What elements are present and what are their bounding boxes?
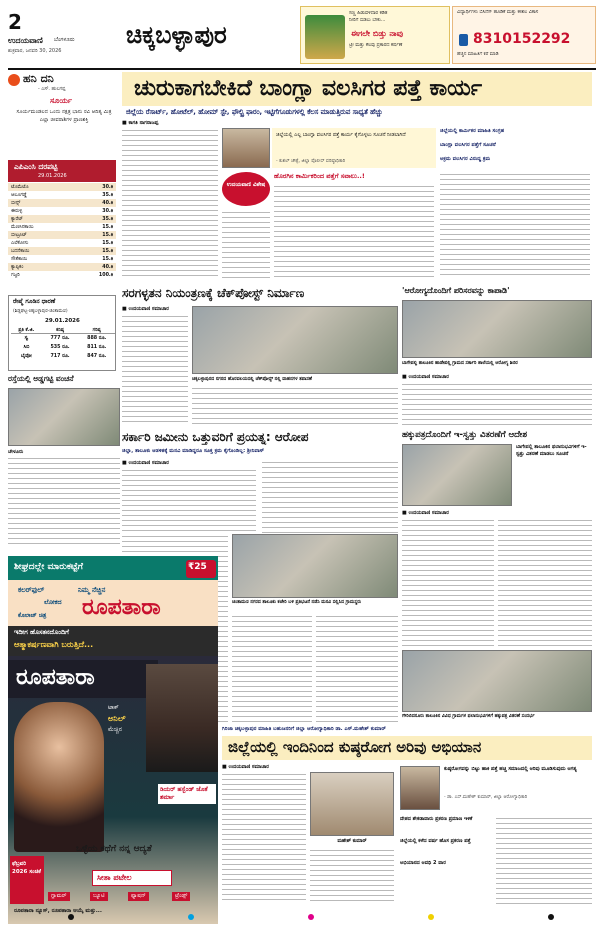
ad-banner-right[interactable] (452, 6, 596, 64)
rate-price: 15.ಕಿ (102, 257, 113, 262)
cover-item: ಟಾಕ್ (108, 704, 119, 711)
ad-phone[interactable]: 8310152292 (473, 31, 571, 47)
cover-footer: ರೂಪತಾರಾ ನ್ಯೂಸ್, ರೂಪತಾರಾ ಆಯ್ಕೆ ಮತ್ತು... (14, 908, 102, 914)
cover-tag: ಬ್ಯೂಟಿ (90, 892, 108, 901)
rate-title: ಎಪಿಎಂಸಿ ದರಪಟ್ಟಿ (14, 162, 58, 171)
ad-text: ಸಣ್ಣ ಹಿಡುವಳಿದಾರ ಕಡಿತ (349, 11, 388, 16)
lead-bullet: ಜಿಲ್ಲೆಯಲ್ಲಿ ಕಾರ್ಮಿಕರ ಮಾಹಿತಿ ಸಂಗ್ರಹ (440, 128, 505, 134)
silk-sub: (ಶಿಡ್ಲಘಟ್ಟ-ಚಿಕ್ಕಬಳ್ಳಾಪುರ-ಚಿಂತಾಮಣಿ) (13, 309, 68, 314)
ad-banner-left[interactable] (300, 6, 450, 64)
rate-price: 15.ಕಿ (102, 241, 113, 246)
leprosy-quote: ಕುಷ್ಠರೋಗವನ್ನು ಬಿಟ್ಟು ಹಾಕಿ ಪತ್ತೆ ಹಚ್ಚಿ ಸಮಾಜದಲ್ಲಿ ಅರಿವು ಮೂಡಿಸುವುದು ಅಗತ್ಯ (444, 766, 577, 772)
checkpost-photo (192, 306, 398, 374)
health-story (402, 286, 592, 426)
print-marks (8, 912, 596, 922)
land-byline: ■ ಉದಯವಾಣಿ ಸಮಾಚಾರ (122, 460, 169, 466)
silk-row (11, 352, 115, 361)
cover-item: ಅನಿಲ್ (108, 714, 126, 723)
rate-price: 40.ಕಿ (102, 201, 113, 206)
rate-item: ಬದನೆಕಾಯಿ (11, 249, 30, 254)
special-badge (222, 172, 270, 206)
reg-mark (428, 914, 434, 920)
silk-row (11, 334, 115, 343)
rights-headline: ಹಕ್ಕುಪತ್ರದೊಂದಿಗೆ ಇ-ಸ್ವತ್ತು ವಿತರಣೆಗೆ ಆದೇಶ (402, 430, 528, 440)
rights-byline: ■ ಉದಯವಾಣಿ ಸಮಾಚಾರ (402, 510, 449, 516)
rate-price: 40.ಕಿ (102, 265, 113, 270)
leprosy-kicker: ಗಿರಿಜಾ ಚಿಕ್ಕಬಳ್ಳಾಪುರ ಮಾಹಿತಿ ಬಹುಜನರಿಗೆ ಜಿಲ್ಲಾ ಆರೋಗ್ಯಾಧಿಕಾರಿ ಡಾ. ಎಸ್.ಮಹೇಶ್ ಕುಮಾರ್ (222, 726, 386, 732)
honey-subtitle: ಸೂರ್ಯ (50, 96, 73, 105)
special-badge-text: ಉದಯವಾಣಿ ವಿಶೇಷ (226, 182, 266, 188)
land-caption: ಚಿಂತಾಮಣಿ ನಗರದ ತಾಲೂಕು ಕಚೇರಿ ಬಳಿ ಪ್ರತಿಭಟನೆ ನಡೆಸಿ ಮನವಿ ಸಲ್ಲಿಸಿದ ಗ್ರಾಮಸ್ಥರು (232, 600, 362, 605)
leprosy-col3 (496, 816, 592, 904)
leprosy-byline: ■ ಉದಯವಾಣಿ ಸಮಾಚಾರ (222, 764, 269, 770)
ad-text: ಟ್ರೀ ಮತ್ತು ಕೆಲವು ಪ್ರಕಾರದ ಕರ್ಷಣೆ (349, 43, 403, 48)
leprosy-photo-label: ಮಹೇಶ್ ಕುಮಾರ್ (337, 839, 367, 844)
lead-col3 (274, 184, 434, 278)
honey-logo-icon (8, 74, 20, 86)
cover-man-photo (146, 664, 218, 772)
rate-row (8, 191, 116, 199)
silk-title: ರೇಷ್ಮೆ ಗೂಡಿನ ಧಾರಣೆ (13, 298, 56, 305)
land-col2 (262, 460, 398, 534)
rate-price: 30.ಕಿ (102, 209, 113, 214)
rights-photo-1 (402, 444, 512, 506)
rate-item: ಬೀನ್ಸ್ (11, 201, 21, 206)
rupatara-price: ₹25 (188, 562, 207, 572)
masthead-rule (8, 68, 596, 70)
silk-cell: 847 ರೂ. (87, 354, 107, 359)
lead-subhead: ಜಿಲ್ಲೆಯ ರೆಸಾರ್ಟ್, ಹೋಟೆಲ್, ಹೋಮ್ ಸ್ಟೇ, ಫೌಲ್ಟ್ರಿ ಫಾರಂ, ಇಟ್ಟಿಗೆಗೂಡುಗಳಲ್ಲಿ ಕೆಲಸ ಮಾಡುತ್ತಿರುವ ಸಾಧ್ಯತೆ ಹೆಚ್ಚು (126, 108, 383, 116)
leprosy-col1 (222, 772, 306, 904)
health-photo (402, 300, 592, 358)
cover-date: ಫೆಬ್ರವರಿ 2026 ಸಂಚಿಕೆ (12, 861, 41, 875)
cover-tag: ಫ್ಯಾಷನ್ (128, 892, 149, 901)
rights-box-text: ಬಾಗೇಪಲ್ಲಿ ತಾಲೂಕಿನ ಫಲಾನುಭವಿಗಳಿಗೆ ಇ-ಸ್ವತ್ತು ವಿತರಣೆ ಮಾಡಲು ಸೂಚನೆ (516, 444, 587, 457)
rate-item: ಕ್ಯಾರೆಟ್ (11, 217, 23, 222)
rate-row (8, 239, 116, 247)
rate-price: 15.ಕಿ (102, 225, 113, 230)
cover-brand: ರೂಪತಾರಾ (16, 664, 95, 690)
silk-cell: 717 ರೂ. (50, 354, 70, 359)
rate-price: 35.ಕಿ (102, 217, 113, 222)
leprosy-bullet: ದೇಶದ ಶೇಕಡಾವಾರು ಪ್ರಕರಣ ಪ್ರಮಾಣ ಇಳಿಕೆ (400, 816, 473, 822)
rupatara-line2: ನಿಮ್ಮ ನೆಚ್ಚಿನ (78, 586, 106, 594)
leprosy-col2 (310, 848, 394, 904)
lead-byline: ■ ಕಾಗತಿ ನಾಗರಾಜಪ್ಪ (122, 120, 159, 126)
reg-mark (68, 914, 74, 920)
rate-item: ಸೌತೆಕಾಯಿ (11, 257, 28, 262)
lead-col1 (122, 128, 218, 278)
lead-col4 (440, 172, 590, 278)
land-headline: ಸರ್ಕಾರಿ ಜಮೀನು ಒತ್ತುವರಿಗೆ ಪ್ರಯತ್ನ: ಆರೋಪ (122, 430, 309, 444)
rupatara-strip (8, 626, 218, 656)
checkpost-story (122, 286, 398, 426)
checkpost-headline: ಸರಗಳ್ಳತನ ನಿಯಂತ್ರಣಕ್ಕೆ ಚೆಕ್‌ಪೋಸ್ಟ್ ನಿರ್ಮಾಣ (122, 286, 305, 300)
rate-row (8, 271, 116, 279)
rupatara-strip1: ಇದೀಗ ಹೊಸತನದೊಂದಿಗೆ (14, 628, 69, 636)
honey-author: - ಎಸ್. ಹುಲಗಪ್ಪ (38, 87, 66, 92)
honey-title: ಹನಿ ದನಿ (23, 72, 54, 85)
reg-mark (548, 914, 554, 920)
cover-quote: ಒಳ್ಳೆಯ ಕಥೆಗೆ ನನ್ನ ಆದ್ಯತೆ (76, 844, 152, 854)
checkpost-byline: ■ ಉದಯವಾಣಿ ಸಮಾಚಾರ (122, 306, 169, 312)
rate-row (8, 247, 116, 255)
reg-mark (188, 914, 194, 920)
rate-item: ಬೀಟ್ರೂಟ್ (11, 233, 27, 238)
silk-cell: 811 ರೂ. (87, 345, 107, 350)
ad-text: ವಿದ್ಯಾರ್ಥಿಗಳು ಬಿಸಿನೆಸ್ ಹೂಡಿಕೆ ಮತ್ತು ಕೌಶಲ ವಿಕಾಸ (457, 10, 539, 15)
ad-text: ನೀರಿಗೆ ಬಿಡಲು ಬೇಕು... (349, 18, 386, 23)
rights-story (402, 430, 592, 740)
rate-row (8, 255, 116, 263)
issue-date: ಶುಕ್ರವಾರ, ಜನವರಿ 30, 2026 (8, 48, 62, 54)
cover-feature: ಡಿಯರ್ ಹಸ್ಬೆಂಡ್ ಜೊತೆ ಶರ್ಮಾ (158, 784, 216, 804)
leprosy-photo (310, 772, 394, 836)
health-headline: 'ಆರೋಗ್ಯದೊಂದಿಗೆ ಪರಿಸರವನ್ನು ಕಾಪಾಡಿ' (402, 286, 510, 295)
silk-cell: ಬೈವೋ (20, 354, 32, 359)
rupatara-line3: ಲೋಕದ (44, 598, 62, 606)
rate-price: 100.ಕಿ (98, 273, 113, 278)
rupatara-ad[interactable] (8, 556, 218, 924)
leprosy-story (222, 726, 592, 906)
rate-price: 15.ಕಿ (102, 249, 113, 254)
lead-portrait (222, 128, 270, 168)
rate-price: 35.ಕಿ (102, 193, 113, 198)
rate-price: 30.ಕಿ (102, 185, 113, 190)
rate-row (8, 231, 116, 239)
reg-mark (308, 914, 314, 920)
silk-cell: ಸಿಬಿ (23, 345, 30, 350)
silk-cell: 535 ರೂ. (50, 345, 70, 350)
leprosy-quote-box (400, 766, 592, 812)
rate-item: ಆಲೂಗಡ್ಡೆ (11, 193, 27, 198)
rupatara-line1: ಕಲರ್‌ಫುಲ್ (18, 586, 45, 594)
silk-header: ಗರಿಷ್ಠ (78, 327, 115, 334)
ad-icon (305, 15, 345, 59)
fraud-headline: ರಸ್ತೆಯಲ್ಲಿ ಅಡ್ಡಗಟ್ಟಿ ವಂಚನೆ (8, 374, 74, 383)
fraud-body (8, 456, 120, 548)
health-body (402, 382, 592, 426)
land-col1 (122, 468, 256, 534)
rights-col1 (402, 518, 494, 646)
leprosy-bullet: ಜಿಲ್ಲೆಯಲ್ಲಿ ಕಳೆದ ವರ್ಷ ಹೊಸ ಪ್ರಕರಣ ಪತ್ತೆ (400, 838, 471, 844)
rate-row (8, 223, 116, 231)
cover-tag: ಗ್ಲಾಮರ್ (48, 892, 70, 901)
rate-row (8, 183, 116, 191)
cover-date-badge (10, 856, 44, 904)
lead-headline: ಚುರುಕಾಗಬೇಕಿದೆ ಬಾಂಗ್ಲಾ ವಲಸಿಗರ ಪತ್ತೆ ಕಾರ್ಯ (134, 76, 483, 101)
rate-row (8, 215, 116, 223)
lead-story (122, 72, 592, 282)
land-subhead: ಜಿಲ್ಲಾ, ತಾಲೂಕು ಆಡಳಿತಕ್ಕೆ ಮನವಿ ಮಾಡಿದ್ದರೂ ಸೂಕ್ತ ಕ್ರಮ ಕೈಗೊಂಡಿಲ್ಲ: ಶ್ರೀನಿವಾಸ್ (122, 448, 265, 454)
silk-header: ಪ್ರತಿ ಕೆ.ಜಿ. (11, 327, 42, 334)
land-col5 (316, 614, 398, 722)
place-name: ಬೆಂಗಳೂರು (54, 37, 75, 43)
silk-table (11, 327, 115, 361)
cover-item: ಮೆಚ್ಚಿನ (108, 726, 122, 733)
lead-quote: ಜಿಲ್ಲೆಯಲ್ಲಿ ಎಲ್ಲ ಬಾಂಗ್ಲಾ ವಲಸಿಗರ ಪತ್ತೆ ಕಾರ್ಯ ಕೈಗೊಳ್ಳಲು ಸೂಚನೆ ನೀಡಲಾಗಿದೆ (276, 132, 406, 138)
masthead (8, 6, 596, 70)
rate-row (8, 207, 116, 215)
leprosy-quote-by: - ಡಾ. ಎಸ್.ಮಹೇಶ್ ಕುಮಾರ್, ಜಿಲ್ಲಾ ಆರೋಗ್ಯಾಧಿಕಾರಿ (444, 795, 528, 800)
paper-name: ಉದಯವಾಣಿ (8, 36, 43, 45)
leprosy-quote-photo (400, 766, 440, 810)
rights-col2 (498, 518, 592, 646)
silk-rate-box (8, 295, 116, 371)
checkpost-col2 (192, 386, 398, 424)
checkpost-caption: ಚಿಕ್ಕಬಳ್ಳಾಪುರದ ನಗರದ ಹೊರವಲಯದಲ್ಲಿ ಚೆಕ್‌ಪೋಸ್ಟ್ ನಲ್ಲಿ ವಾಹನಗಳ ತಪಾಸಣೆ (192, 377, 312, 382)
rate-item: ಈರುಳ್ಳಿ (11, 209, 23, 214)
fraud-story (8, 374, 120, 550)
silk-cell: ಸ್ವ (24, 336, 29, 342)
rupatara-strip2: ಆತ್ಮಾಕರ್ಷಣವಾಗಿ ಬರುತ್ತಿದೆ... (14, 640, 94, 649)
rate-item: ಟೊಮೆಟೊ (11, 185, 29, 190)
rate-item: ಕ್ಯಾಪ್ಸಿಕಂ (11, 265, 24, 270)
cover-tag: ಟ್ರೆಂಡ್ಸ್ (172, 892, 190, 901)
rupatara-price-badge (186, 560, 216, 578)
cover-woman-photo (14, 702, 104, 852)
cover-name-box (92, 870, 172, 886)
health-byline: ■ ಉದಯವಾಣಿ ಸಮಾಚಾರ (402, 374, 449, 380)
rights-photo-2 (402, 650, 592, 712)
checkpost-col1 (122, 314, 188, 424)
ad-phone-icon (459, 34, 468, 46)
rate-title-bar (8, 160, 116, 182)
silk-date: 29.01.2026 (45, 318, 80, 324)
lead-subline: ಹೊರಗಿನ ಕಾರ್ಮಿಕರಿಂದ ಪತ್ತೆಗೆ ಸವಾಲು..! (274, 172, 365, 180)
rights-box (516, 444, 592, 506)
edition-title: ಚಿಕ್ಕಬಳ್ಳಾಪುರ (126, 20, 227, 49)
rate-row (8, 263, 116, 271)
silk-cell: 888 ರೂ. (87, 336, 107, 342)
rupatara-line4: ಕೊಲಾಜ್ ಚಿತ್ರ (18, 612, 47, 619)
cover-name: ಸೀತಾ ಪಟೇಲ (97, 873, 132, 882)
silk-header: ಕನಿಷ್ಠ (42, 327, 79, 334)
rights-caption: ಗೌರಿಬಿದನೂರು ತಾಲೂಕಿನ ವಿವಿಧ ಗ್ರಾಮಗಳ ಫಲಾನುಭವಿಗಳಿಗೆ ಹಕ್ಕುಪತ್ರ ವಿತರಣೆ ಸಂದರ್ಭ (402, 714, 535, 719)
rupatara-cover (8, 656, 218, 924)
rate-date: 29.01.2026 (38, 173, 67, 179)
lead-bullet: ಅಕ್ರಮ ವಲಸಿಗರ ವಿರುದ್ಧ ಕ್ರಮ (440, 156, 491, 162)
rate-item: ಎಲೆಕೋಸು (11, 241, 29, 246)
rate-price: 15.ಕಿ (102, 233, 113, 238)
rupatara-banner: ಶೀಘ್ರದಲ್ಲೇ ಮಾರುಕಟ್ಟೆಗೆ (14, 562, 84, 572)
rate-table (8, 183, 116, 279)
rate-row (8, 199, 116, 207)
silk-cell: 777 ರೂ. (50, 336, 70, 342)
leprosy-bullet: ಅಭಿಯಾನದ ಅವಧಿ 2 ವಾರ (400, 860, 446, 866)
leprosy-headline: ಜಿಲ್ಲೆಯಲ್ಲಿ ಇಂದಿನಿಂದ ಕುಷ್ಠರೋಗ ಅರಿವು ಅಭಿಯಾನ (228, 738, 482, 756)
land-photo (232, 534, 398, 598)
cover-tags (48, 892, 216, 904)
fraud-byline: ಚೇಳೂರು (8, 449, 24, 455)
honey-poem: ಸೂರ್ಯಮಂಡಲದ ಒಂದು ನಕ್ಷತ್ರ ಭಾನು ರವಿ ಆದಿತ್ಯ ಮಿತ್ರ ಎಲ್ಲಾ ಜೀವರಾಶಿಗಳ ಪ್ರಾಣಶಕ್ತಿ (16, 109, 112, 123)
lead-quote-by: - ಕುಶಲ್ ಚೌಕ್ಸೆ, ಜಿಲ್ಲಾ ಪೊಲೀಸ್ ವರಿಷ್ಠಾಧಿಕಾರಿ (276, 159, 346, 164)
lead-bullet: ಬಾಂಗ್ಲಾ ವಲಸಿಗರ ಪತ್ತೆಗೆ ಸೂಚನೆ (440, 142, 496, 148)
ad-headline: ಈಗಲೇ ಬಿಡ್ತು ನಾವು (351, 29, 404, 38)
rate-item: ಮೆಣಸಿನಕಾಯಿ (11, 225, 34, 230)
fraud-photo (8, 388, 120, 446)
lead-col2 (222, 210, 270, 278)
page-number: 2 (8, 10, 22, 34)
lead-quote-box (272, 128, 436, 168)
silk-row (11, 343, 115, 352)
leprosy-bullets (400, 816, 492, 904)
ad-text: ಹೆಚ್ಚಿನ ಮಾಹಿತಿಗೆ ಕರೆ ಮಾಡಿ (457, 52, 499, 57)
land-col4 (232, 614, 312, 722)
rate-item: ಗಜ್ಜರಿ (11, 273, 20, 278)
rupatara-brand: ರೂಪತಾರಾ (82, 594, 161, 620)
health-caption: ಬಾಗೇಪಲ್ಲಿ ತಾಲೂಕಿನ ಹಾಡೇಪಲ್ಲಿ ಗ್ರಾಮದ ಸರ್ಕಾರಿ ಶಾಲೆಯಲ್ಲಿ ಆರೋಗ್ಯ ಶಿಬಿರ (402, 361, 518, 366)
